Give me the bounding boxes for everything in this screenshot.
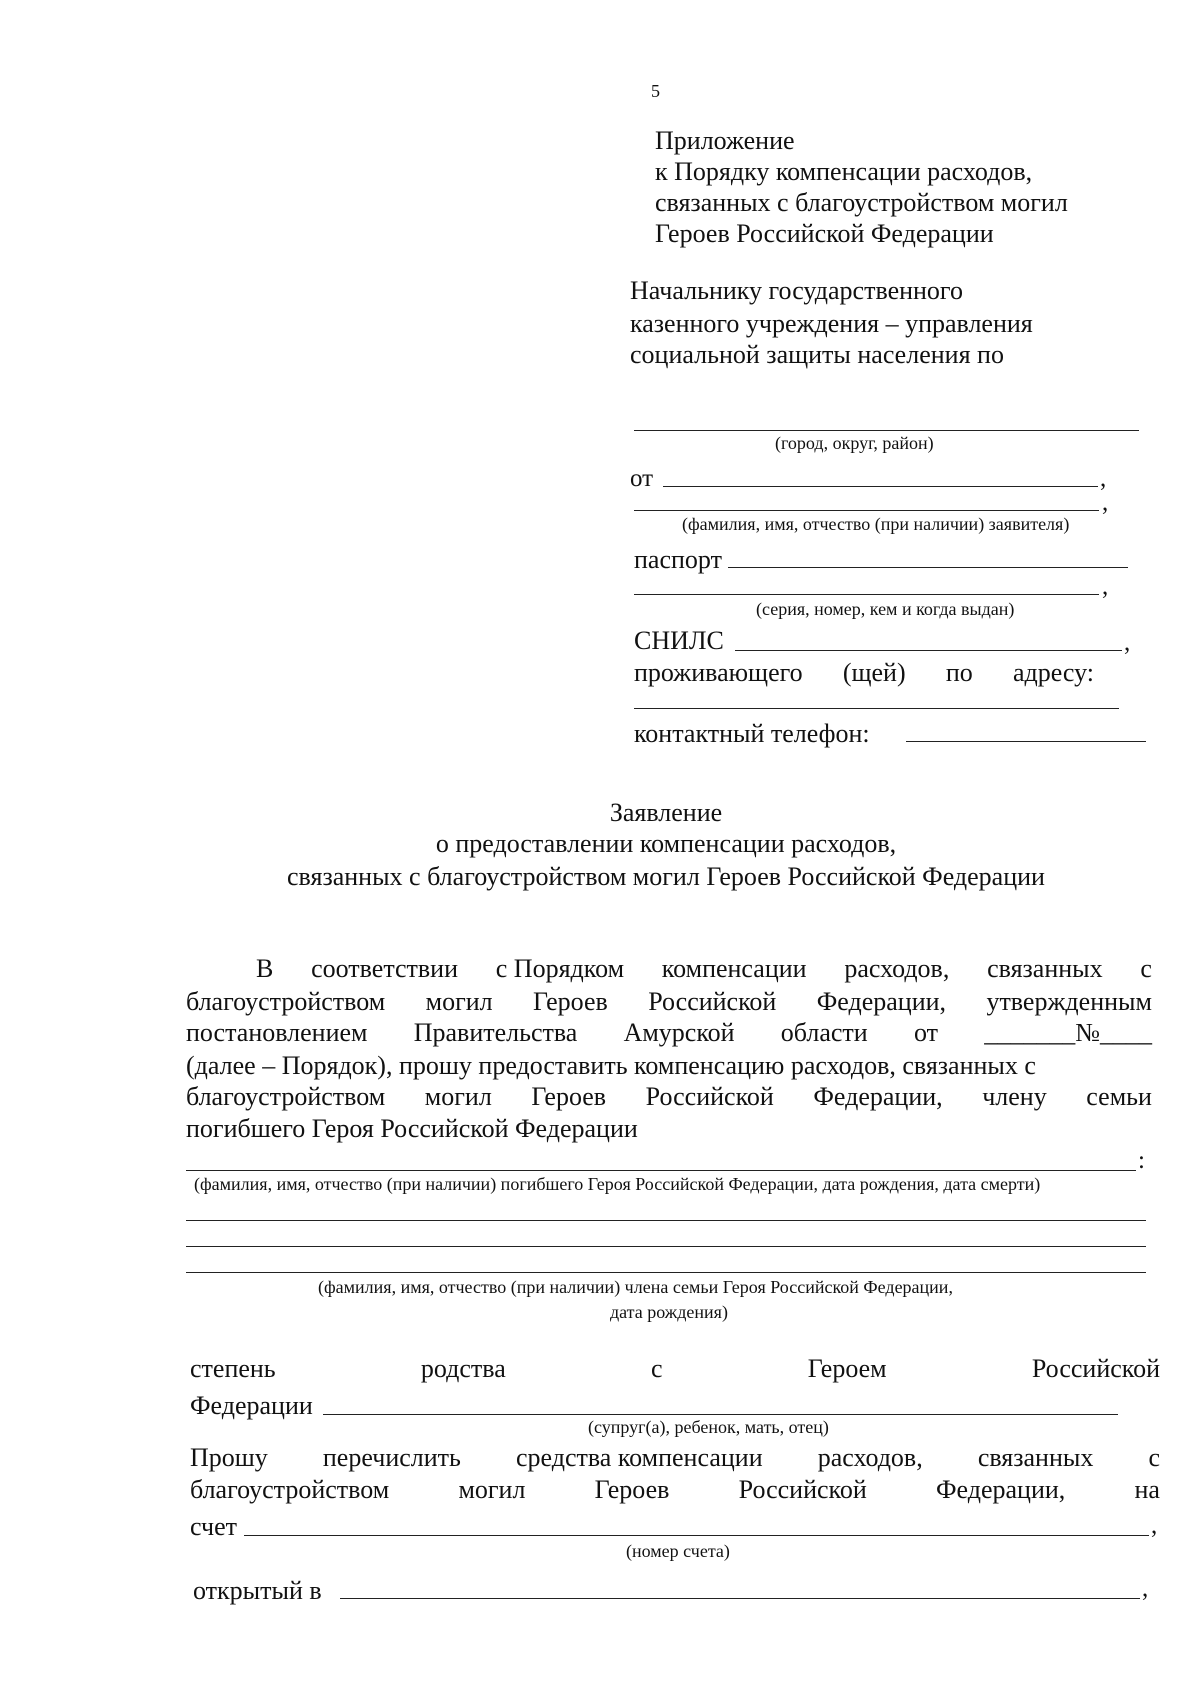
- comma: ,: [1151, 1512, 1158, 1539]
- appendix-line: к Порядку компенсации расходов,: [655, 157, 1033, 186]
- kinship-line: [190, 1356, 1160, 1382]
- document-title: Заявление: [609, 798, 723, 827]
- passport-field-line-2[interactable]: [634, 594, 1099, 595]
- kinship-label: Федерации: [190, 1391, 313, 1420]
- member-fio-field-line-2[interactable]: [186, 1246, 1146, 1247]
- passport-hint: (серия, номер, кем и когда выдан): [756, 599, 1015, 619]
- body-word: от: [913, 1018, 938, 1047]
- body-word: постановлением: [186, 1018, 368, 1047]
- body-word: утвержденным: [986, 987, 1152, 1016]
- document-subtitle: о предоставлении компенсации расходов,: [435, 829, 897, 858]
- body-word: Российской: [645, 1082, 774, 1111]
- body-word: области: [780, 1018, 868, 1047]
- body-word: Российской: [648, 987, 777, 1016]
- member-fio-field-line-1[interactable]: [186, 1220, 1146, 1221]
- snils-label: СНИЛС: [634, 626, 724, 655]
- body-word: Российской: [738, 1475, 867, 1504]
- body-word: семьи: [1086, 1082, 1152, 1111]
- body-word: степень: [190, 1354, 276, 1383]
- transfer-line: [190, 1445, 1160, 1471]
- passport-field-line-1[interactable]: [728, 567, 1128, 568]
- body-word: соответствии: [311, 954, 459, 983]
- body-word: могил: [458, 1475, 526, 1504]
- transfer-line: [190, 1477, 1160, 1503]
- body-word: благоустройством: [186, 1082, 386, 1111]
- account-field-line[interactable]: [244, 1535, 1149, 1536]
- addressee-line: социальной защиты населения по: [630, 340, 1004, 369]
- kinship-field-line[interactable]: [323, 1414, 1118, 1415]
- city-field-line[interactable]: [634, 430, 1139, 431]
- comma: ,: [1102, 489, 1109, 516]
- appendix-line: Героев Российской Федерации: [655, 219, 994, 248]
- body-word: Героев: [533, 987, 608, 1016]
- body-word: могил: [425, 987, 493, 1016]
- body-word: с Порядком: [495, 954, 625, 983]
- bank-field-line[interactable]: [340, 1598, 1140, 1599]
- body-word: средства компенсации: [515, 1443, 763, 1472]
- address-field-line[interactable]: [634, 708, 1119, 709]
- body-word: Правительства: [413, 1018, 578, 1047]
- body-word: связанных: [977, 1443, 1094, 1472]
- kinship-hint: (супруг(а), ребенок, мать, отец): [588, 1417, 829, 1437]
- comma: ,: [1102, 573, 1109, 600]
- body-line: [186, 1020, 1152, 1046]
- body-word: на: [1134, 1475, 1160, 1504]
- body-word: благоустройством: [190, 1475, 390, 1504]
- member-fio-field-line-3[interactable]: [186, 1272, 1146, 1273]
- body-word: перечислить: [322, 1443, 461, 1472]
- body-line: [186, 989, 1152, 1015]
- comma: ,: [1142, 1575, 1149, 1602]
- body-word: с: [1148, 1443, 1160, 1472]
- body-line: (далее – Порядок), прошу предоставить компенсацию расходов, связанных с: [186, 1051, 1036, 1080]
- body-word: члену: [982, 1082, 1047, 1111]
- residing-line: [634, 660, 1094, 686]
- body-word: компенсации: [661, 954, 807, 983]
- applicant-fio-line-1[interactable]: [663, 486, 1098, 487]
- hero-fio-field-line[interactable]: [186, 1170, 1136, 1171]
- residing-word: адресу:: [1012, 658, 1094, 687]
- body-word: родства: [420, 1354, 506, 1383]
- document-subtitle: связанных с благоустройством могил Героев Российской Федерации: [287, 862, 1045, 891]
- decree-number-field[interactable]: _______№____: [984, 1018, 1152, 1047]
- body-word: Федерации,: [935, 1475, 1066, 1504]
- body-word: расходов,: [844, 954, 950, 983]
- member-fio-hint: дата рождения): [610, 1302, 728, 1322]
- appendix-title: Приложение: [655, 126, 795, 155]
- account-label: счет: [190, 1512, 237, 1541]
- residing-word: (щей): [842, 658, 906, 687]
- body-word: могил: [424, 1082, 492, 1111]
- phone-field-line[interactable]: [906, 741, 1146, 742]
- snils-field-line[interactable]: [735, 650, 1122, 651]
- body-word: Федерации,: [813, 1082, 943, 1111]
- residing-word: проживающего: [634, 658, 803, 687]
- body-word: Федерации,: [816, 987, 947, 1016]
- bank-label: открытый в: [193, 1576, 322, 1605]
- body-word: Героев: [531, 1082, 607, 1111]
- body-word: расходов,: [817, 1443, 923, 1472]
- member-fio-hint: (фамилия, имя, отчество (при наличии) члена семьи Героя Российской Федерации,: [318, 1277, 953, 1297]
- passport-label: паспорт: [634, 545, 722, 574]
- addressee-line: казенного учреждения – управления: [630, 309, 1033, 338]
- residing-word: по: [945, 658, 973, 687]
- body-line: [256, 956, 1152, 982]
- city-hint: (город, округ, район): [775, 433, 934, 453]
- body-word: В: [256, 954, 274, 983]
- body-word: Героем: [807, 1354, 887, 1383]
- hero-fio-hint: (фамилия, имя, отчество (при наличии) погибшего Героя Российской Федерации, дата рождения, дата смерти): [194, 1174, 1041, 1194]
- page-number: 5: [651, 81, 660, 101]
- applicant-fio-line-2[interactable]: [634, 510, 1099, 511]
- body-word: связанных: [987, 954, 1103, 983]
- applicant-fio-hint: (фамилия, имя, отчество (при наличии) заявителя): [682, 514, 1070, 534]
- body-word: Амурской: [623, 1018, 735, 1047]
- phone-label: контактный телефон:: [634, 719, 870, 748]
- account-hint: (номер счета): [626, 1541, 730, 1561]
- body-word: Героев: [594, 1475, 670, 1504]
- addressee-line: Начальнику государственного: [630, 276, 963, 305]
- appendix-line: связанных с благоустройством могил: [655, 188, 1068, 217]
- body-word: с: [650, 1354, 663, 1383]
- body-word: Российской: [1031, 1354, 1160, 1383]
- body-line: [186, 1084, 1152, 1110]
- body-line: погибшего Героя Российской Федерации: [186, 1114, 638, 1143]
- comma: ,: [1100, 465, 1107, 492]
- from-label: от: [630, 465, 654, 492]
- body-word: благоустройством: [186, 987, 386, 1016]
- body-word: Прошу: [190, 1443, 268, 1472]
- body-word: с: [1140, 954, 1152, 983]
- comma: ,: [1124, 629, 1131, 656]
- colon: :: [1138, 1147, 1145, 1174]
